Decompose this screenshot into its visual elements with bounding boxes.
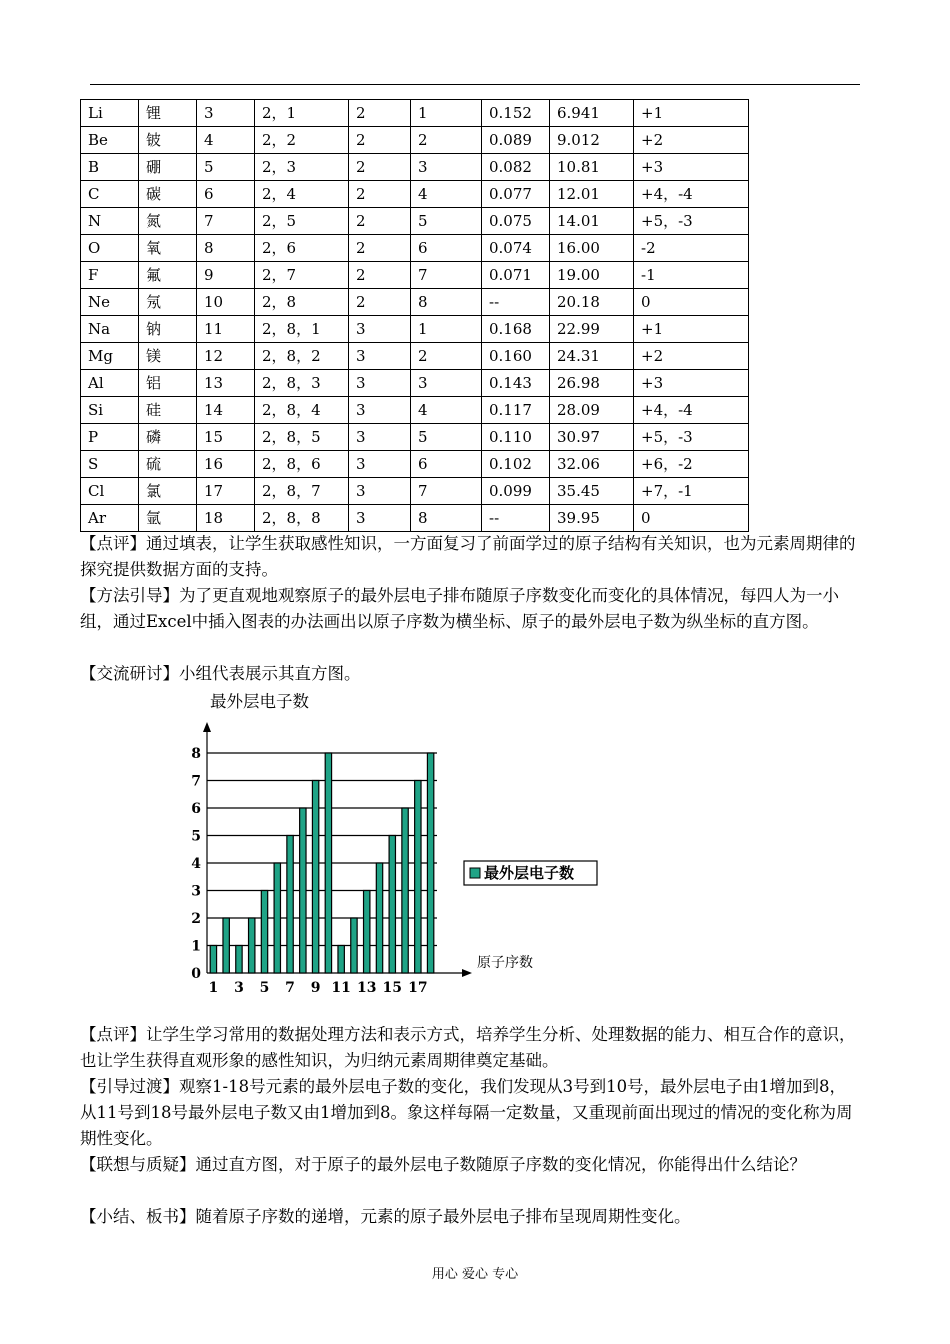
bar [338,946,344,974]
cell-symbol: N [81,208,139,235]
cell-symbol: Al [81,370,139,397]
cell-atomic-number: 7 [197,208,255,235]
cell-atomic-number: 14 [197,397,255,424]
x-tick-label: 5 [259,980,270,996]
bar [261,891,267,974]
cell-atomic-mass: 30.97 [550,424,634,451]
paragraph-question: 【联想与质疑】通过直方图，对于原子的最外层电子数随原子序数的变化情况，你能得出什么结论？ [80,1155,806,1174]
cell-shells: 2 [349,181,411,208]
bar [223,918,229,973]
cell-radius: 0.160 [482,343,550,370]
cell-name: 氩 [139,505,197,532]
cell-shells: 2 [349,289,411,316]
cell-electron-config: 2，1 [255,100,349,127]
x-tick-label: 7 [285,980,295,996]
cell-atomic-mass: 14.01 [550,208,634,235]
x-tick-label: 9 [310,980,321,996]
legend-swatch [470,868,480,878]
cell-atomic-number: 15 [197,424,255,451]
cell-atomic-number: 16 [197,451,255,478]
cell-outer-electrons: 3 [411,370,482,397]
bar [325,753,331,973]
cell-name: 氯 [139,478,197,505]
bar [402,808,408,973]
table-row [81,127,749,154]
cell-symbol: Li [81,100,139,127]
cell-atomic-mass: 19.00 [550,262,634,289]
chart-title: 最外层电子数 [210,692,309,711]
cell-atomic-number: 5 [197,154,255,181]
cell-atomic-number: 9 [197,262,255,289]
paragraph-discussion: 【交流研讨】小组代表展示其直方图。 [80,664,361,683]
cell-electron-config: 2，8 [255,289,349,316]
cell-valence: +3 [634,370,749,397]
cell-atomic-number: 6 [197,181,255,208]
y-tick-label: 5 [191,828,201,845]
bar [236,946,242,974]
bar [210,946,216,974]
bar [364,891,370,974]
y-tick-label: 1 [191,938,201,955]
table-row [81,478,749,505]
y-tick-label: 8 [191,746,201,762]
bar [312,781,318,974]
table-row [81,451,749,478]
cell-radius: 0.102 [482,451,550,478]
bar [376,863,382,973]
cell-atomic-number: 8 [197,235,255,262]
table-row [81,316,749,343]
cell-name: 钠 [139,316,197,343]
cell-symbol: Cl [81,478,139,505]
cell-name: 硫 [139,451,197,478]
table-row [81,397,749,424]
cell-shells: 3 [349,316,411,343]
cell-outer-electrons: 6 [411,235,482,262]
cell-name: 氮 [139,208,197,235]
cell-outer-electrons: 7 [411,262,482,289]
cell-outer-electrons: 5 [411,208,482,235]
table-row [81,154,749,181]
cell-outer-electrons: 4 [411,397,482,424]
cell-atomic-mass: 16.00 [550,235,634,262]
cell-outer-electrons: 4 [411,181,482,208]
cell-electron-config: 2，4 [255,181,349,208]
cell-radius: 0.077 [482,181,550,208]
cell-valence: +1 [634,100,749,127]
table-row [81,289,749,316]
cell-symbol: Ne [81,289,139,316]
cell-outer-electrons: 3 [411,154,482,181]
cell-valence: +4，-4 [634,181,749,208]
table-row [81,370,749,397]
cell-atomic-mass: 22.99 [550,316,634,343]
x-tick-label: 3 [234,980,244,996]
cell-valence: 0 [634,289,749,316]
cell-outer-electrons: 7 [411,478,482,505]
table-row [81,181,749,208]
y-tick-label: 0 [191,966,201,982]
bar [249,918,255,973]
bar [427,753,433,973]
cell-name: 硅 [139,397,197,424]
cell-outer-electrons: 6 [411,451,482,478]
table-row [81,208,749,235]
cell-electron-config: 2，2 [255,127,349,154]
cell-electron-config: 2，5 [255,208,349,235]
cell-atomic-number: 18 [197,505,255,532]
bar [300,808,306,973]
cell-symbol: F [81,262,139,289]
x-tick-label: 13 [356,980,377,996]
cell-electron-config: 2，8，3 [255,370,349,397]
cell-symbol: C [81,181,139,208]
cell-radius: 0.168 [482,316,550,343]
y-tick-label: 7 [191,773,201,790]
cell-radius: 0.110 [482,424,550,451]
cell-valence: +6，-2 [634,451,749,478]
cell-atomic-mass: 12.01 [550,181,634,208]
cell-atomic-number: 11 [197,316,255,343]
y-tick-label: 2 [191,911,201,927]
cell-atomic-mass: 28.09 [550,397,634,424]
cell-electron-config: 2，3 [255,154,349,181]
cell-atomic-number: 12 [197,343,255,370]
bar [389,836,395,974]
bar [415,781,421,974]
cell-name: 镁 [139,343,197,370]
bar [287,836,293,974]
cell-shells: 2 [349,127,411,154]
cell-symbol: Si [81,397,139,424]
cell-electron-config: 2，8，4 [255,397,349,424]
cell-outer-electrons: 2 [411,127,482,154]
cell-shells: 3 [349,397,411,424]
cell-atomic-mass: 32.06 [550,451,634,478]
cell-valence: +4，-4 [634,397,749,424]
cell-symbol: Na [81,316,139,343]
cell-radius: 0.117 [482,397,550,424]
cell-electron-config: 2，8，2 [255,343,349,370]
cell-name: 碳 [139,181,197,208]
cell-radius: 0.071 [482,262,550,289]
cell-outer-electrons: 1 [411,316,482,343]
cell-name: 氧 [139,235,197,262]
element-table [80,99,749,532]
cell-electron-config: 2，8，1 [255,316,349,343]
cell-shells: 3 [349,343,411,370]
cell-name: 氟 [139,262,197,289]
cell-outer-electrons: 1 [411,100,482,127]
cell-atomic-mass: 10.81 [550,154,634,181]
cell-radius: 0.082 [482,154,550,181]
cell-atomic-mass: 39.95 [550,505,634,532]
cell-atomic-mass: 24.31 [550,343,634,370]
cell-shells: 3 [349,505,411,532]
cell-name: 铝 [139,370,197,397]
cell-valence: +3 [634,154,749,181]
cell-valence: +7，-1 [634,478,749,505]
cell-electron-config: 2，6 [255,235,349,262]
cell-shells: 3 [349,478,411,505]
cell-name: 磷 [139,424,197,451]
cell-electron-config: 2，8，7 [255,478,349,505]
cell-name: 硼 [139,154,197,181]
cell-shells: 2 [349,100,411,127]
table-row [81,505,749,532]
cell-valence: +5，-3 [634,424,749,451]
cell-atomic-number: 13 [197,370,255,397]
table-row [81,235,749,262]
page-footer: 用心 爱心 专心 [431,1267,519,1282]
bar [351,918,357,973]
cell-symbol: B [81,154,139,181]
paragraph-comment-2: 【点评】让学生学习常用的数据处理方法和表示方式，培养学生分析、处理数据的能力、相互合作的意识，也让学生获得直观形象的感性知识，为归纳元素周期律奠定基础。 [80,1025,856,1070]
header-rule [90,84,860,85]
cell-radius: 0.075 [482,208,550,235]
cell-radius: 0.152 [482,100,550,127]
cell-electron-config: 2，8，6 [255,451,349,478]
cell-symbol: Ar [81,505,139,532]
cell-radius: -- [482,505,550,532]
cell-atomic-mass: 6.941 [550,100,634,127]
cell-atomic-number: 4 [197,127,255,154]
cell-outer-electrons: 8 [411,289,482,316]
paragraph-method-guide: 【方法引导】为了更直观地观察原子的最外层电子排布随原子序数变化而变化的具体情况，每四人为一小组，通过Excel中插入图表的办法画出以原子序数为横坐标、原子的最外层电子数为纵坐标的直方图。 [80,586,839,631]
cell-atomic-mass: 9.012 [550,127,634,154]
cell-radius: -- [482,289,550,316]
cell-electron-config: 2，8，5 [255,424,349,451]
cell-shells: 3 [349,451,411,478]
cell-atomic-number: 17 [197,478,255,505]
cell-radius: 0.089 [482,127,550,154]
cell-symbol: P [81,424,139,451]
y-tick-label: 3 [191,883,201,900]
paragraph-summary: 【小结、板书】随着原子序数的递增，元素的原子最外层电子排布呈现周期性变化。 [80,1207,691,1226]
x-tick-label: 11 [331,980,351,996]
cell-symbol: Be [81,127,139,154]
cell-electron-config: 2，8，8 [255,505,349,532]
cell-outer-electrons: 8 [411,505,482,532]
x-axis-label: 原子序数 [477,955,533,971]
cell-atomic-number: 3 [197,100,255,127]
cell-shells: 2 [349,235,411,262]
cell-atomic-mass: 20.18 [550,289,634,316]
cell-outer-electrons: 5 [411,424,482,451]
bar-chart [180,720,600,1000]
cell-shells: 3 [349,424,411,451]
x-tick-label: 1 [208,980,219,996]
cell-atomic-mass: 26.98 [550,370,634,397]
cell-name: 氖 [139,289,197,316]
cell-atomic-mass: 35.45 [550,478,634,505]
cell-outer-electrons: 2 [411,343,482,370]
table-row [81,262,749,289]
y-tick-label: 4 [191,856,201,872]
cell-valence: -1 [634,262,749,289]
y-axis-arrow [203,722,211,732]
cell-name: 铍 [139,127,197,154]
cell-valence: +1 [634,316,749,343]
cell-shells: 2 [349,262,411,289]
cell-shells: 2 [349,154,411,181]
cell-symbol: O [81,235,139,262]
cell-name: 锂 [139,100,197,127]
cell-symbol: S [81,451,139,478]
cell-atomic-number: 10 [197,289,255,316]
x-axis-arrow [462,969,472,977]
cell-valence: +2 [634,127,749,154]
paragraph-transition: 【引导过渡】观察1-18号元素的最外层电子数的变化，我们发现从3号到10号，最外层电子由1增加到8，从11号到18号最外层电子数又由1增加到8。象这样每隔一定数量，又重现前面出现过的情况的变化称为周期性变化。 [80,1077,853,1148]
table-row [81,424,749,451]
cell-valence: +5，-3 [634,208,749,235]
bar [274,863,280,973]
legend-label: 最外层电子数 [484,864,575,882]
cell-valence: 0 [634,505,749,532]
cell-radius: 0.074 [482,235,550,262]
x-tick-label: 17 [408,980,428,996]
cell-shells: 2 [349,208,411,235]
cell-shells: 3 [349,370,411,397]
cell-radius: 0.099 [482,478,550,505]
cell-radius: 0.143 [482,370,550,397]
y-tick-label: 6 [191,801,201,817]
x-tick-label: 15 [382,980,403,996]
table-row [81,343,749,370]
cell-valence: +2 [634,343,749,370]
cell-valence: -2 [634,235,749,262]
cell-symbol: Mg [81,343,139,370]
paragraph-comment-1: 【点评】通过填表，让学生获取感性知识，一方面复习了前面学过的原子结构有关知识，也为元素周期律的探究提供数据方面的支持。 [80,534,856,579]
cell-electron-config: 2，7 [255,262,349,289]
table-row [81,100,749,127]
